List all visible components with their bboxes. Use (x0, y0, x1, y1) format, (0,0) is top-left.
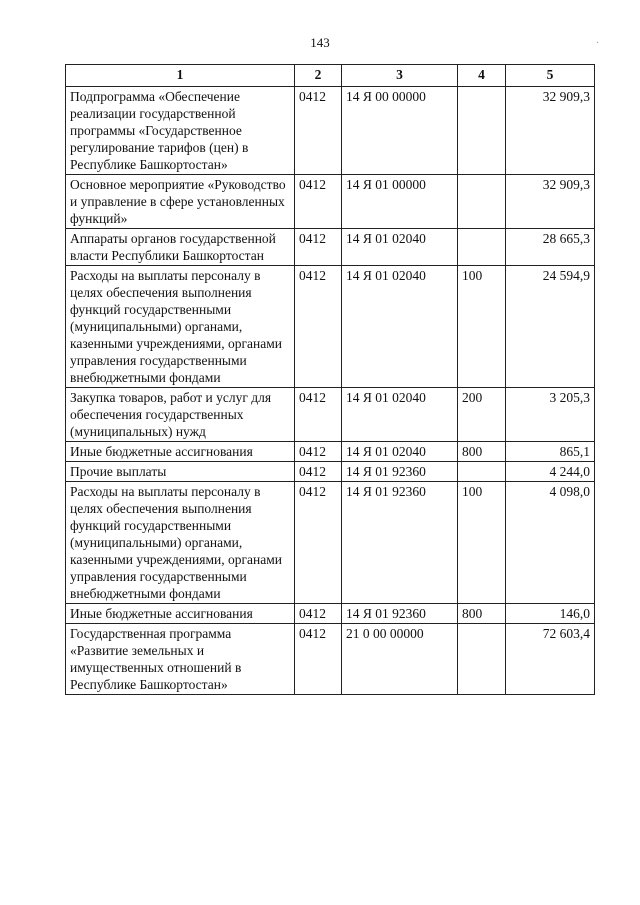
row-section: 0412 (295, 462, 342, 482)
row-expense-type: 800 (458, 604, 506, 624)
row-name: Государственная программа «Развитие земельных и имущественных отношений в Республике Башкортостан» (66, 624, 295, 695)
row-amount: 4 098,0 (506, 482, 595, 604)
table-row (66, 442, 595, 462)
header-col-5: 5 (506, 65, 595, 87)
table-row (66, 482, 595, 604)
row-amount: 865,1 (506, 442, 595, 462)
row-amount: 72 603,4 (506, 624, 595, 695)
row-section: 0412 (295, 388, 342, 442)
row-name: Расходы на выплаты персоналу в целях обеспечения выполнения функций государственными (муниципальными) органами, казенными учреждениями, органами управления государственными внебюджетными фондами (66, 266, 295, 388)
row-expense-type: 200 (458, 388, 506, 442)
row-section: 0412 (295, 229, 342, 266)
table-header (66, 65, 595, 87)
table-row (66, 462, 595, 482)
row-section: 0412 (295, 604, 342, 624)
row-target-article: 14 Я 01 92360 (342, 604, 458, 624)
row-amount: 28 665,3 (506, 229, 595, 266)
row-name: Подпрограмма «Обеспечение реализации государственной программы «Государственное регулирование тарифов (цен) в Республике Башкортостан» (66, 87, 295, 175)
row-name: Иные бюджетные ассигнования (66, 442, 295, 462)
header-row (66, 65, 595, 87)
row-name: Иные бюджетные ассигнования (66, 604, 295, 624)
row-target-article: 21 0 00 00000 (342, 624, 458, 695)
row-target-article: 14 Я 01 02040 (342, 229, 458, 266)
table-body (66, 87, 595, 695)
row-target-article: 14 Я 01 92360 (342, 482, 458, 604)
page-number: 143 (310, 35, 330, 50)
row-amount: 32 909,3 (506, 87, 595, 175)
header-col-4: 4 (458, 65, 506, 87)
row-expense-type: 100 (458, 482, 506, 604)
header-col-2: 2 (295, 65, 342, 87)
scan-mark: · (596, 38, 600, 49)
row-amount: 4 244,0 (506, 462, 595, 482)
row-target-article: 14 Я 00 00000 (342, 87, 458, 175)
row-expense-type (458, 229, 506, 266)
table-row (66, 266, 595, 388)
row-section: 0412 (295, 482, 342, 604)
table-row (66, 624, 595, 695)
row-amount: 146,0 (506, 604, 595, 624)
row-name: Закупка товаров, работ и услуг для обеспечения государственных (муниципальных) нужд (66, 388, 295, 442)
row-target-article: 14 Я 01 02040 (342, 442, 458, 462)
row-name: Расходы на выплаты персоналу в целях обеспечения выполнения функций государственными (муниципальными) органами, казенными учреждениями, органами управления государственными внебюджетными фондами (66, 482, 295, 604)
table-row (66, 229, 595, 266)
header-col-3: 3 (342, 65, 458, 87)
table-row (66, 388, 595, 442)
row-expense-type (458, 624, 506, 695)
header-col-1: 1 (66, 65, 295, 87)
row-section: 0412 (295, 442, 342, 462)
row-target-article: 14 Я 01 92360 (342, 462, 458, 482)
row-section: 0412 (295, 624, 342, 695)
row-expense-type: 100 (458, 266, 506, 388)
row-name: Прочие выплаты (66, 462, 295, 482)
row-amount: 32 909,3 (506, 175, 595, 229)
row-section: 0412 (295, 175, 342, 229)
row-expense-type (458, 175, 506, 229)
budget-table (65, 64, 595, 695)
row-target-article: 14 Я 01 02040 (342, 388, 458, 442)
row-section: 0412 (295, 266, 342, 388)
row-expense-type: 800 (458, 442, 506, 462)
row-name: Аппараты органов государственной власти Республики Башкортостан (66, 229, 295, 266)
row-expense-type (458, 87, 506, 175)
row-target-article: 14 Я 01 02040 (342, 266, 458, 388)
table-row (66, 175, 595, 229)
row-target-article: 14 Я 01 00000 (342, 175, 458, 229)
row-section: 0412 (295, 87, 342, 175)
row-name: Основное мероприятие «Руководство и управление в сфере установленных функций» (66, 175, 295, 229)
row-amount: 3 205,3 (506, 388, 595, 442)
row-amount: 24 594,9 (506, 266, 595, 388)
row-expense-type (458, 462, 506, 482)
table-row (66, 87, 595, 175)
table-row (66, 604, 595, 624)
